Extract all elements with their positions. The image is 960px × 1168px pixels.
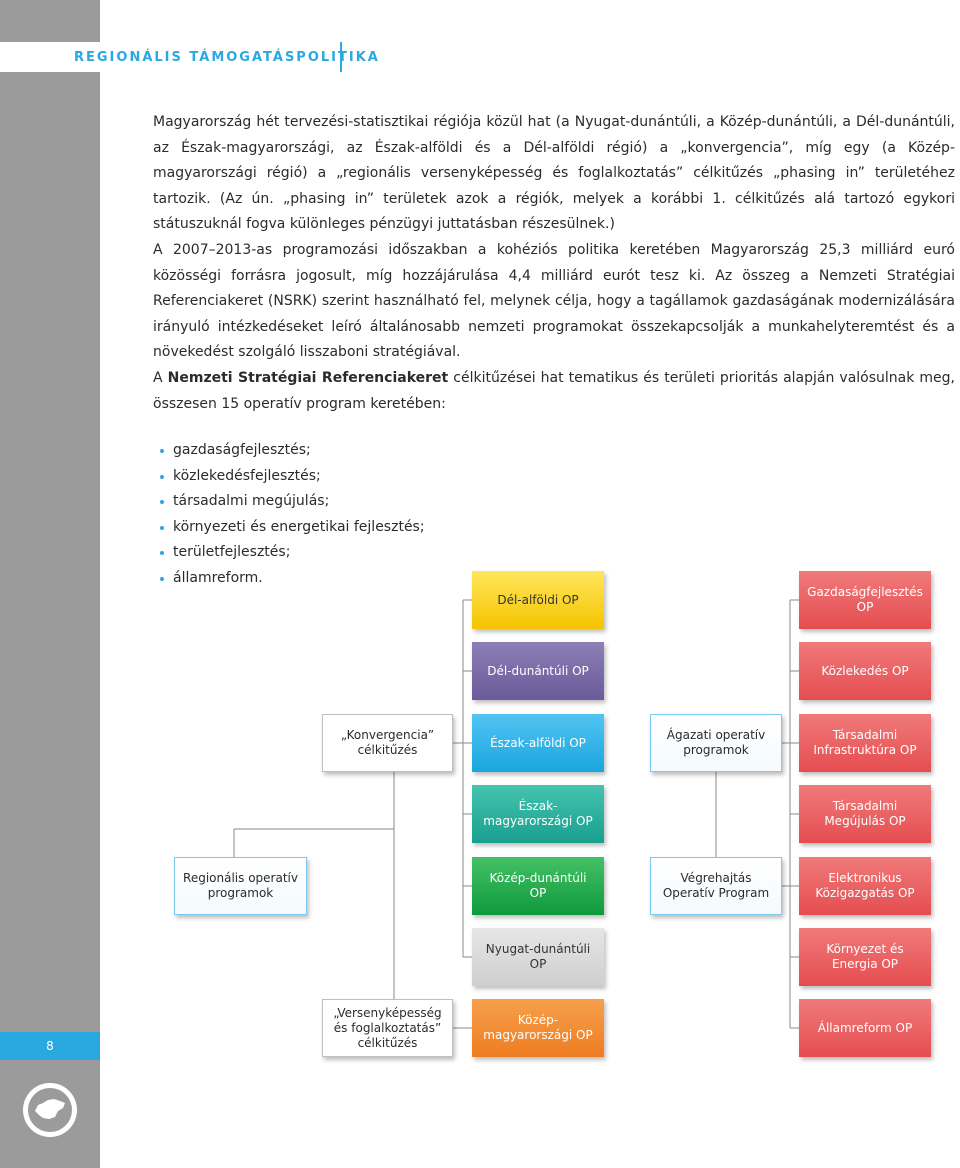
list-item: területfejlesztés; — [160, 540, 425, 566]
op-box-del-dunantul: Dél-dunántúli OP — [472, 642, 604, 700]
convergence-objective-box: „Konvergencia” célkitűzés — [322, 714, 453, 772]
op-box-allamreform: Államreform OP — [799, 999, 931, 1057]
nsrk-bold-term: Nemzeti Stratégiai Referenciakeret — [167, 369, 449, 386]
competitiveness-objective-box: „Versenyképesség és foglalkoztatás” célkitűzés — [322, 999, 453, 1057]
op-box-gazdasagfejlesztes: Gazdaságfejlesztés OP — [799, 571, 931, 629]
paragraph-regions: Magyarország hét tervezési-statisztikai régiója közül hat (a Nyugat-dunántúli, a Közép-dunántúli, a Dél-dunántúli, az Észak-magyarországi, az Észak-alföldi és a Dél-alföldi régió) a „konvergencia”, míg egy (a Közép-magyarországi régió) a „regionális versenyképesség és foglalkoztatás” célkitűzés „phasing in” területéhez tartozik. (Az ún. „phasing in” területek azok a régiók, melyek a korábbi 1. célkitűzés alá tartozó egykori státuszuknál fogva különleges pénzügyi juttatásban részesülnek.) — [153, 114, 955, 233]
list-item: gazdaságfejlesztés; — [160, 438, 425, 464]
implementation-program-box: Végrehajtás Operatív Program — [650, 857, 782, 915]
op-box-eszak-magyarorszag: Észak-magyarországi OP — [472, 785, 604, 843]
list-item: közlekedésfejlesztés; — [160, 464, 425, 490]
page-header-title: REGIONÁLIS TÁMOGATÁSPOLITIKA — [74, 50, 380, 65]
op-box-kornyezet-energia: Környezet és Energia OP — [799, 928, 931, 986]
regional-programs-box: Regionális operatív programok — [174, 857, 307, 915]
op-box-eszak-alfold: Észak-alföldi OP — [472, 714, 604, 772]
paragraph-cohesion-funding: A 2007–2013-as programozási időszakban a kohéziós politika keretében Magyarország 25,3 milliárd euró közösségi forrásra jogosult, míg hozzájárulása 4,4 milliárd eurót tesz ki. Az összeg a Nemzeti Stratégiai Referenciakeret (NSRK) szerint használható fel, melynek célja, hogy a tagállamok gazdaságának modernizálására irányuló intézkedéseket leíró általánosabb nemzeti programokat összekapcsolják a munkahelyteremtést és a növekedést szolgáló lisszaboni stratégiával. — [153, 241, 955, 361]
op-box-tarsadalmi-infrastruktura: Társadalmi Infrastruktúra OP — [799, 714, 931, 772]
op-box-elektronikus-kozigazgatas: Elektronikus Közigazgatás OP — [799, 857, 931, 915]
op-box-kozep-magyarorszag: Közép-magyarországi OP — [472, 999, 604, 1057]
op-box-del-alfold: Dél-alföldi OP — [472, 571, 604, 629]
list-item: államreform. — [160, 566, 425, 592]
sectoral-programs-box: Ágazati operatív programok — [650, 714, 782, 772]
page-number: 8 — [0, 1032, 100, 1060]
list-item: társadalmi megújulás; — [160, 489, 425, 515]
op-box-kozep-dunantul: Közép-dunántúli OP — [472, 857, 604, 915]
list-item: környezeti és energetikai fejlesztés; — [160, 515, 425, 541]
op-box-kozlekedes: Közlekedés OP — [799, 642, 931, 700]
op-box-tarsadalmi-megujulas: Társadalmi Megújulás OP — [799, 785, 931, 843]
paragraph-nsrk: A Nemzeti Stratégiai Referenciakeret célkitűzései hat tematikus és területi prioritás alapján valósulnak meg, összesen 15 operatív program keretében: — [153, 369, 956, 412]
op-box-nyugat-dunantul: Nyugat-dunántúli OP — [472, 928, 604, 986]
